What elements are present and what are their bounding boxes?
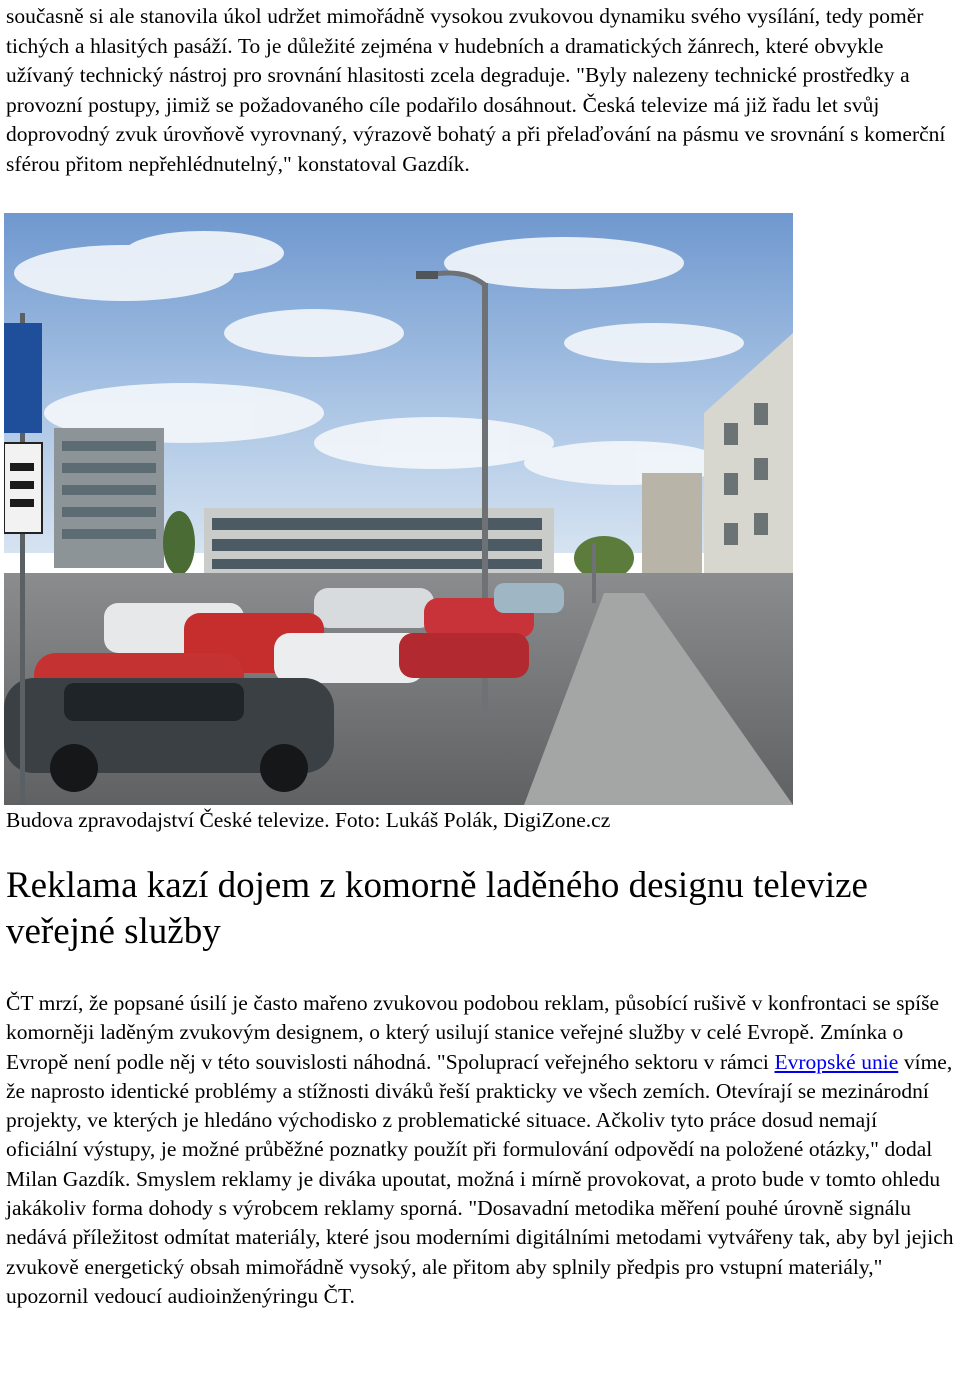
news-building-photo: [4, 213, 793, 805]
paragraph-text-before-link: ČT mrzí, že popsané úsilí je často mařeno zvukovou podobou reklam, působící rušivě v konfrontaci se spíše komorněji laděným zvukovým designem, o který usilují stanice veřejné služby v celé Evropě. Zmínka o Evropě není podle něj v této souvislosti náhodná. "Spoluprací veřejného sektoru v rámci: [6, 991, 940, 1074]
section-heading: Reklama kazí dojem z komorně laděného designu televize veřejné služby: [6, 865, 868, 952]
article-paragraph: [6, 989, 954, 1311]
paragraph-text-after-link: víme, že naprosto identické problémy a stížnosti diváků řeší prakticky ve všech zemích. Otevírají se mezinárodní projekty, ve kterých je hledáno východisko z problematické situace. Ačkoliv tyto práce dosud nemají oficiální výstupy, je možné průběžné poznatky použít při formulování odpovědí na položené otázky," dodal Milan Gazdík. Smyslem reklamy je diváka upoutat, možná i mírně provokovat, a proto bude v tomto ohledu jakákoliv forma dohody s výrobcem reklamy sporná. "Dosavadní metodika měření pouhé úrovně signálu nedává příležitost odmítat materiály, které jsou moderními digitálními metodami vytvářeny tak, aby byl jejich zvukově energetický obsah mimořádně vysoký, ale přitom aby splnily předpis pro vstupní materiály," upozornil vedoucí audioinženýringu ČT.: [6, 1049, 954, 1308]
evropske-unie-link[interactable]: Evropské unie: [774, 1049, 899, 1074]
photo-caption: Budova zpravodajství České televize. Foto: Lukáš Polák, DigiZone.cz: [6, 808, 611, 832]
news-building-figure: [6, 213, 954, 833]
intro-paragraph: současně si ale stanovila úkol udržet mimořádně vysokou zvukovou dynamiku svého vysílání, tedy poměr tichých a hlasitých pasáží. To je důležité zejména v hudebních a dramatických žánrech, které obvykle užívaný technický nástroj pro srovnání hlasitosti zcela degraduje. "Byly nalezeny technické prostředky a provozní postupy, jimiž se požadovaného cíle podařilo dosáhnout. Česká televize má již řadu let svůj doprovodný zvuk úrovňově vyrovnaný, výrazově bohatý a při přelaďování na pásmu ve srovnání s komerční sférou přitom nepřehlédnutelný," konstatoval Gazdík.: [6, 4, 946, 176]
